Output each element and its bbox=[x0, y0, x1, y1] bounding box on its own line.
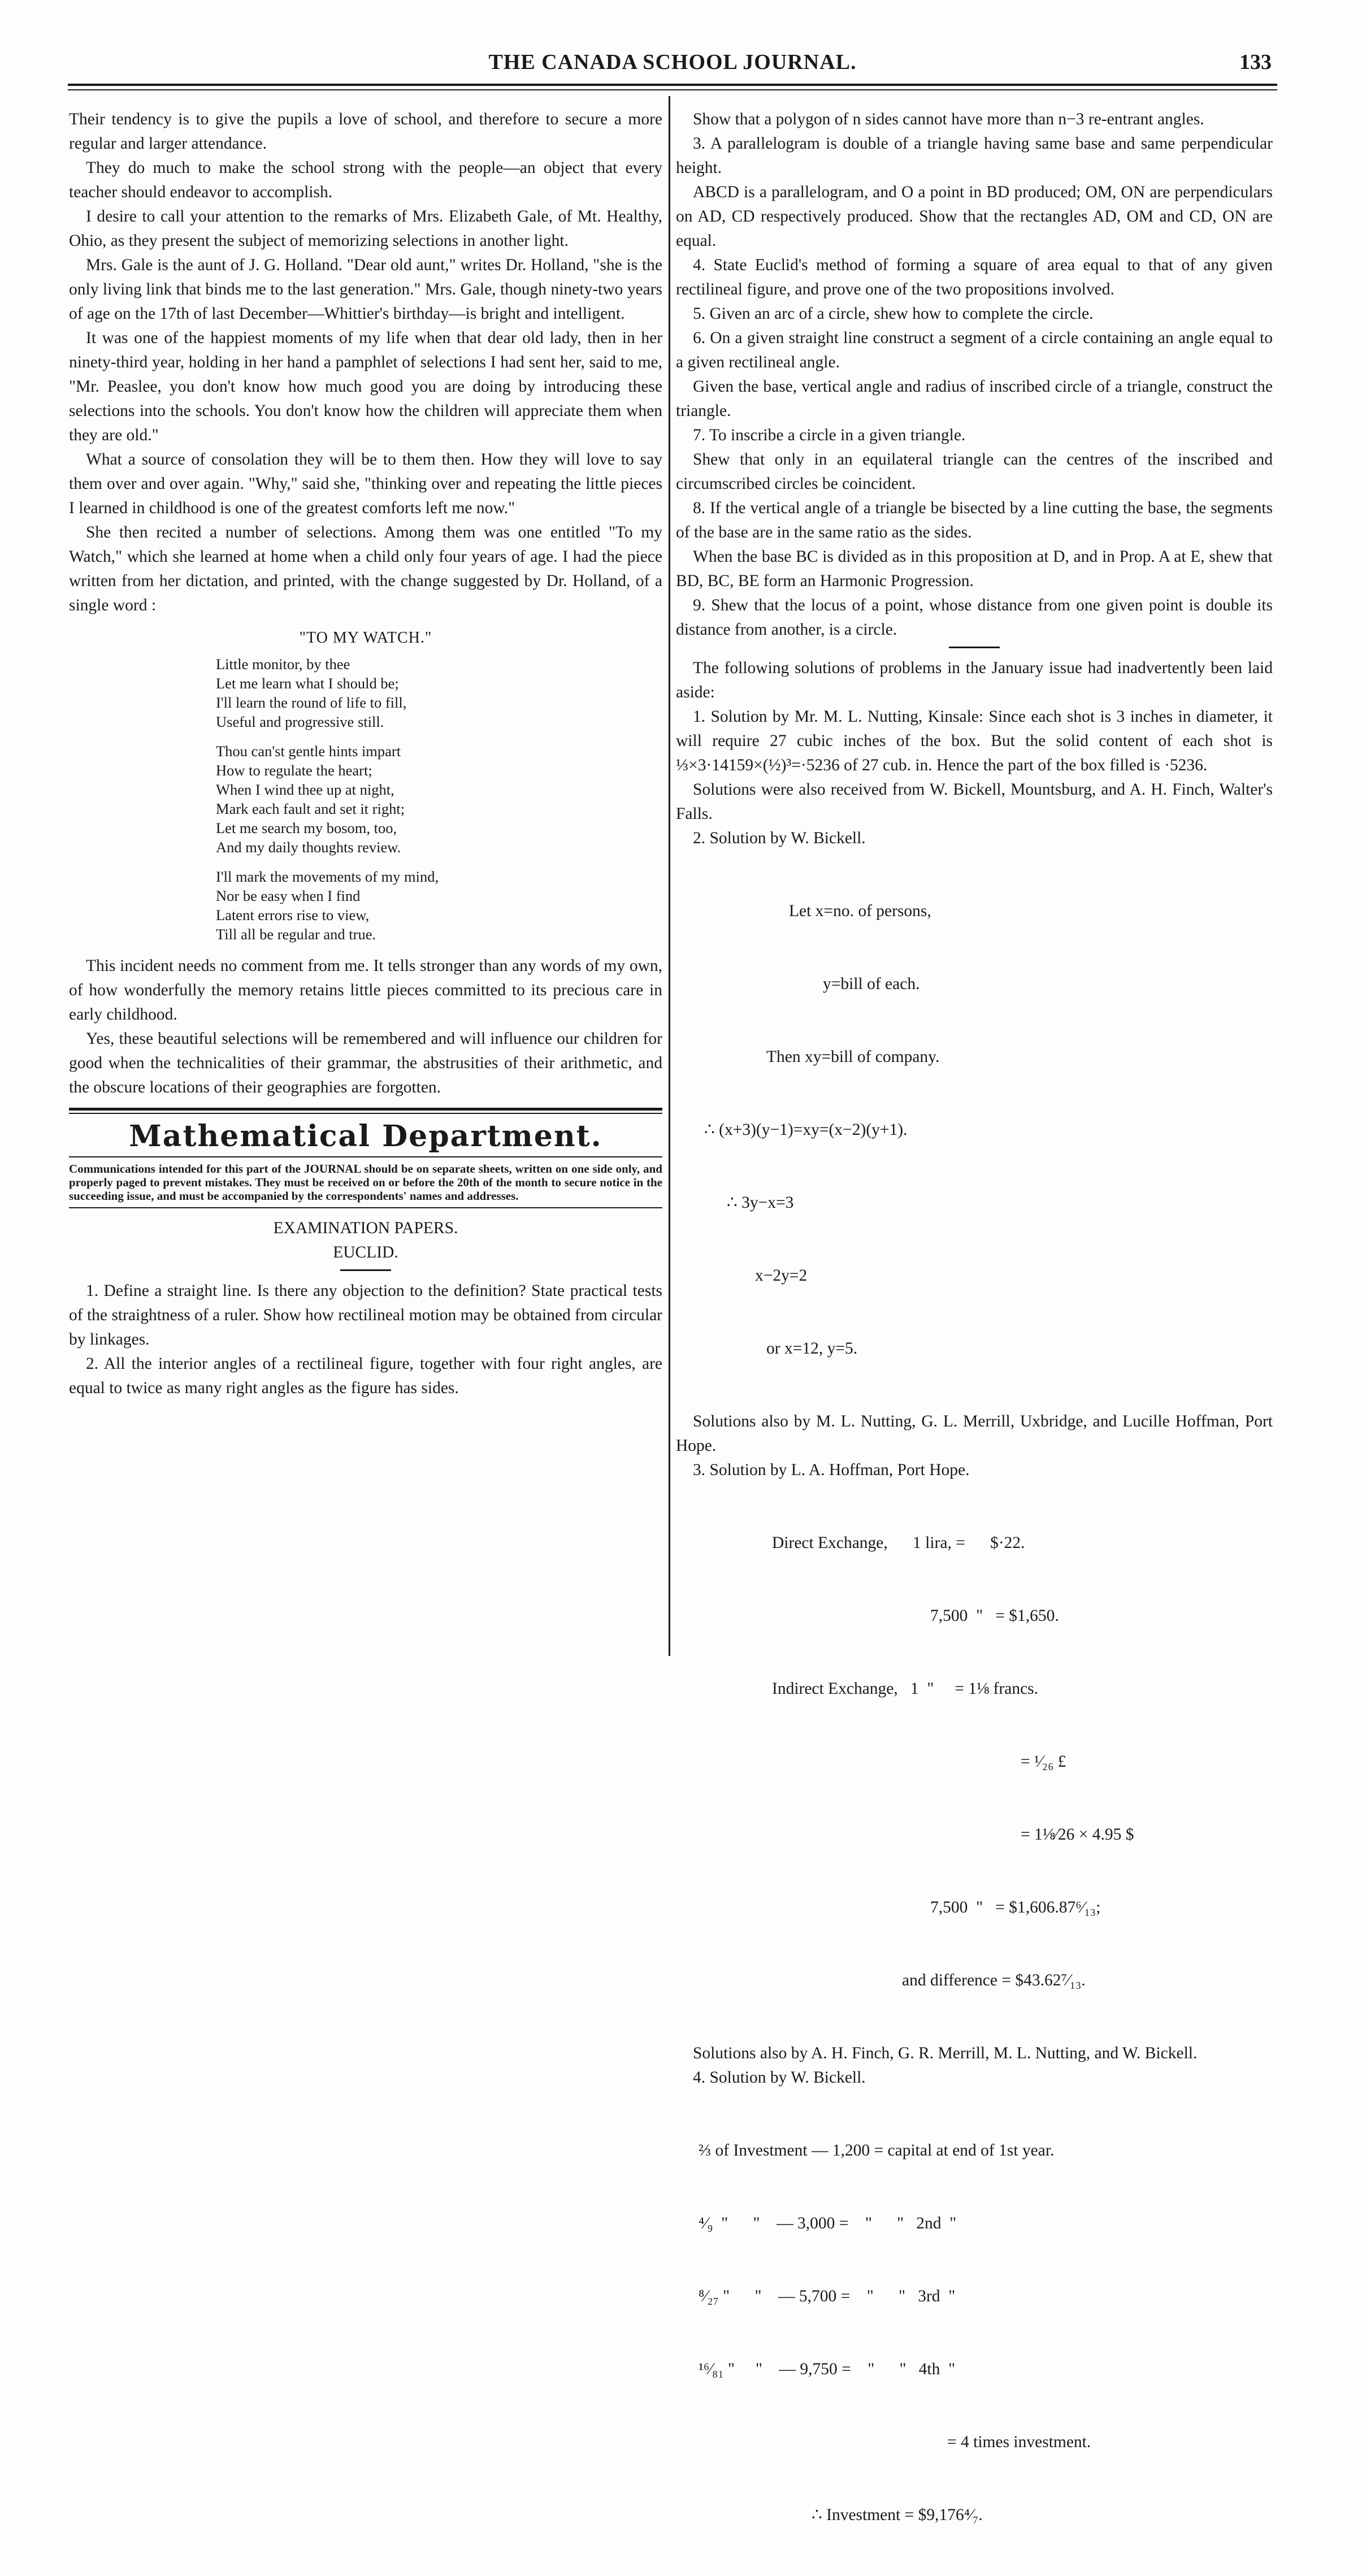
math-line: 7,500 " = $1,650. bbox=[930, 1607, 1059, 1625]
paragraph: Show that a polygon of n sides cannot have more than n−3 re-entrant angles. bbox=[693, 110, 1204, 128]
exam-title: EXAMINATION PAPERS. bbox=[273, 1219, 458, 1237]
math-line: y=bill of each. bbox=[823, 975, 920, 993]
math-line: Indirect Exchange, 1 " = 1⅛ francs. bbox=[772, 1680, 1039, 1698]
math-block bbox=[772, 1482, 1273, 2041]
math-line: and difference = $43.62⁷⁄₁₃. bbox=[902, 1971, 1086, 1989]
question: 1. Define a straight line. Is there any objection to the definition? State practical tests of the straightness of a ruler. Show how rectilineal motion may be obtained from circular by linkages. bbox=[69, 1282, 662, 1348]
paragraph: Mrs. Gale is the aunt of J. G. Holland. "Dear old aunt," writes Dr. Holland, "she is the only living link that binds me to the last generation." Mrs. Gale, though ninety-two years of age on the 17th of last December—Whittier's birthday—is bright and intelligent. bbox=[69, 256, 662, 323]
short-rule bbox=[340, 1269, 391, 1271]
math-block bbox=[699, 2090, 1273, 2576]
question: 2. All the interior angles of a rectilineal figure, together with four right angles, are equal to twice as many right angles as the figure has sides. bbox=[69, 1355, 662, 1397]
math-line: Direct Exchange, 1 lira, = $·22. bbox=[772, 1534, 1025, 1552]
math-line: x−2y=2 bbox=[755, 1267, 808, 1285]
poem-line: Thou can'st gentle hints impart bbox=[216, 743, 401, 760]
math-line: 7,500 " = $1,606.87⁶⁄₁₃; bbox=[930, 1898, 1101, 1916]
math-line: = 4 times investment. bbox=[947, 2433, 1091, 2451]
column-divider bbox=[669, 96, 670, 1656]
question: 6. On a given straight line construct a segment of a circle containing an angle equal to a given rectilineal angle. bbox=[676, 329, 1273, 371]
page-header bbox=[68, 46, 1277, 80]
department-title: Mathematical Department. bbox=[129, 1119, 602, 1153]
section-rule bbox=[69, 1207, 662, 1208]
solution-heading: 3. Solution by L. A. Hoffman, Port Hope. bbox=[693, 1461, 970, 1479]
right-column bbox=[676, 107, 1273, 2576]
paragraph: Their tendency is to give the pupils a love of school, and therefore to secure a more regular and larger attendance. bbox=[69, 110, 662, 153]
poem-line: Let me learn what I should be; bbox=[216, 675, 399, 692]
poem-line: Nor be easy when I find bbox=[216, 887, 361, 904]
poem-line: Latent errors rise to view, bbox=[216, 907, 370, 923]
question: Shew that only in an equilateral triangle can the centres of the inscribed and circumscribed circles be coincident. bbox=[676, 450, 1273, 493]
question: 4. State Euclid's method of forming a square of area equal to that of any given rectilineal figure, and prove one of the two propositions involved. bbox=[676, 256, 1273, 298]
paragraph: I desire to call your attention to the remarks of Mrs. Elizabeth Gale, of Mt. Healthy, Ohio, as they present the subject of memorizing selections in another light. bbox=[69, 207, 662, 250]
math-line: or x=12, y=5. bbox=[766, 1339, 858, 1358]
poem-stanza bbox=[216, 654, 662, 731]
paragraph: Solutions also by A. H. Finch, G. R. Merrill, M. L. Nutting, and W. Bickell. bbox=[693, 2044, 1198, 2062]
math-line: = ¹⁄₂₆ £ bbox=[1021, 1753, 1066, 1771]
question: When the base BC is divided as in this proposition at D, and in Prop. A at E, shew that BD, BC, BE form an Harmonic Progression. bbox=[676, 548, 1273, 590]
paragraph: The following solutions of problems in the January issue had inadvertently been laid aside: bbox=[676, 659, 1273, 701]
question: 3. A parallelogram is double of a triangle having same base and same perpendicular height. bbox=[676, 135, 1273, 177]
poem-line: Little monitor, by thee bbox=[216, 656, 350, 673]
paragraph: Solutions were also received from W. Bickell, Mountsburg, and A. H. Finch, Walter's Falls. bbox=[676, 780, 1273, 823]
editorial-notice: Communications intended for this part of the JOURNAL should be on separate sheets, written on one side only, and properly paged to prevent mistakes. They must be received on or before the 20th of the month to secure notice in the succeeding issue, and must be accompanied by the correspondents' names and addresses. bbox=[69, 1162, 662, 1203]
poem-line: And my daily thoughts review. bbox=[216, 839, 401, 856]
poem-stanza bbox=[216, 867, 662, 944]
poem-line: Useful and progressive still. bbox=[216, 713, 384, 730]
solution-heading: 4. Solution by W. Bickell. bbox=[693, 2068, 866, 2087]
math-line: ⅔ of Investment — 1,200 = capital at end of 1st year. bbox=[699, 2141, 1055, 2159]
question: ABCD is a parallelogram, and O a point in BD produced; OM, ON are perpendiculars on AD, CD respectively produced. Show that the rectangles AD, OM and CD, ON are equal. bbox=[676, 183, 1273, 250]
paragraph: Yes, these beautiful selections will be remembered and will influence our children for good when the technicalities of their grammar, the abstrusities of their arithmetic, and the obscure locations of their geographies are forgotten. bbox=[69, 1030, 662, 1096]
header-rule-bottom bbox=[68, 89, 1277, 90]
poem-line: Let me search my bosom, too, bbox=[216, 819, 397, 836]
poem-line: Mark each fault and set it right; bbox=[216, 800, 405, 817]
poem-line: I'll learn the round of life to fill, bbox=[216, 694, 407, 711]
paragraph: What a source of consolation they will be to them then. How they will love to say them over and over again. "Why," said she, "thinking over and repeating the little pieces I learned in childhood is one of the greatest comforts left me now." bbox=[69, 450, 662, 517]
solution: 1. Solution by Mr. M. L. Nutting, Kinsale: Since each shot is 3 inches in diameter, it will require 27 cubic inches of the box. But the solid content of each shot is ⅓×3·14159×(½)³=·5236 of 27 cub. in. Hence the part of the box filled is ·5236. bbox=[676, 708, 1273, 774]
math-line: ⁸⁄₂₇ " " — 5,700 = " " 3rd " bbox=[699, 2287, 956, 2305]
paragraph: It was one of the happiest moments of my life when that dear old lady, then in her ninety-third year, holding in her hand a pamphlet of selections I had sent her, said to me, "Mr. Peaslee, you don't know how much good you are doing by introducing these selections into the schools. You don't know how the children will appreciate them when they are old." bbox=[69, 329, 662, 444]
math-line: ∴ (x+3)(y−1)=xy=(x−2)(y+1). bbox=[704, 1121, 908, 1139]
poem-title: "TO MY WATCH." bbox=[299, 629, 432, 647]
exam-subtitle: EUCLID. bbox=[333, 1243, 398, 1261]
math-line: ∴ Investment = $9,176⁴⁄₇. bbox=[812, 2506, 983, 2524]
section-rule bbox=[69, 1113, 662, 1114]
math-line: ∴ 3y−x=3 bbox=[727, 1194, 794, 1212]
math-block bbox=[704, 851, 1273, 1410]
math-line: Then xy=bill of company. bbox=[766, 1048, 940, 1066]
math-line: ¹⁶⁄₈₁ " " — 9,750 = " " 4th " bbox=[699, 2360, 956, 2378]
math-line: = 1⅛⁄26 × 4.95 $ bbox=[1021, 1825, 1134, 1844]
poem-line: Till all be regular and true. bbox=[216, 926, 376, 943]
poem-line: I'll mark the movements of my mind, bbox=[216, 868, 439, 885]
paragraph: They do much to make the school strong with the people—an object that every teacher should endeavor to accomplish. bbox=[69, 159, 662, 201]
math-line: Let x=no. of persons, bbox=[789, 902, 931, 920]
question: 7. To inscribe a circle in a given triangle. bbox=[693, 426, 966, 444]
question: Given the base, vertical angle and radius of inscribed circle of a triangle, construct the triangle. bbox=[676, 378, 1273, 420]
section-rule bbox=[69, 1156, 662, 1157]
question: 8. If the vertical angle of a triangle be bisected by a line cutting the base, the segments of the base are in the same ratio as the sides. bbox=[676, 499, 1273, 541]
section-rule bbox=[69, 1108, 662, 1111]
poem-line: When I wind thee up at night, bbox=[216, 781, 394, 798]
left-column bbox=[69, 107, 662, 1400]
poem-stanza bbox=[216, 741, 662, 857]
math-line: ⁴⁄₉ " " — 3,000 = " " 2nd " bbox=[699, 2214, 957, 2232]
paragraph: She then recited a number of selections. Among them was one entitled "To my Watch," which she learned at home when a child only four years of age. I had the piece written from her dictation, and printed, with the change suggested by Dr. Holland, of a single word : bbox=[69, 523, 662, 614]
paragraph: This incident needs no comment from me. It tells stronger than any words of my own, of how wonderfully the memory retains little pieces committed to its precious care in early childhood. bbox=[69, 957, 662, 1024]
paragraph: Solutions also by M. L. Nutting, G. L. Merrill, Uxbridge, and Lucille Hoffman, Port Hope. bbox=[676, 1412, 1273, 1455]
journal-title: THE CANADA SCHOOL JOURNAL. bbox=[488, 50, 857, 74]
header-rule-top bbox=[68, 84, 1277, 86]
question: 5. Given an arc of a circle, shew how to complete the circle. bbox=[693, 305, 1094, 323]
question: 9. Shew that the locus of a point, whose distance from one given point is double its distance from another, is a circle. bbox=[676, 596, 1273, 639]
page-number: 133 bbox=[1239, 50, 1272, 74]
poem-line: How to regulate the heart; bbox=[216, 762, 372, 779]
short-rule bbox=[949, 647, 1000, 648]
solution-heading: 2. Solution by W. Bickell. bbox=[693, 829, 866, 847]
